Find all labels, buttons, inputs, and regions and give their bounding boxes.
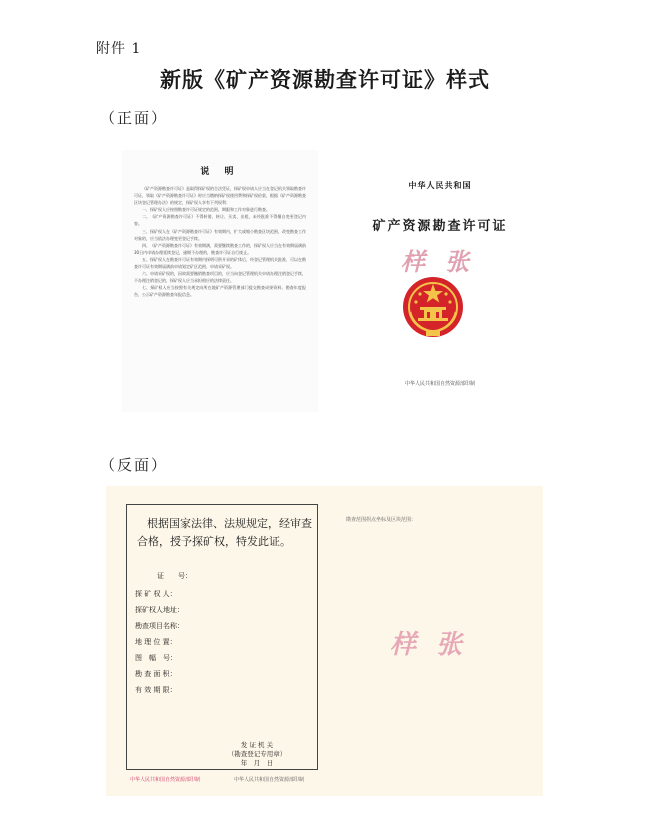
national-emblem-icon — [400, 274, 466, 340]
issuer-block — [227, 741, 287, 768]
explanation-paragraph: 二、《矿产资源勘查许可证》不得转借、转让、买卖、出租，未经批准不得擅自变更登记内容。 — [134, 214, 306, 227]
printer-note-left: 中华人民共和国自然资源部印制 — [130, 777, 201, 783]
explanation-body — [134, 185, 306, 299]
front-side-label: （正面） — [100, 109, 169, 127]
explanation-paragraph: 三、探矿权人在《矿产资源勘查许可证》有效期内，扩大或缩小勘查区块范围，改变勘查工作对象的，应当依法办理变更登记手续。 — [134, 228, 306, 241]
explanation-paragraph: 七、探矿权人应当按照有关规定向所在地矿产资源管理部门提交勘查成果资料、勘查年度报告，公示矿产资源勘查年报信息。 — [134, 285, 306, 298]
explanation-paragraph: 五、探矿权人在勘查许可证有效期内探明可供开采的矿体后，经登记管理机关批准，可以在勘查许可证有效期届满前申请划定矿区范围，申请采矿权。 — [134, 256, 306, 270]
explanation-paragraph: 《矿产资源勘查许可证》是取得探矿权的合法凭证，探矿权申请人应当在登记机关领取勘查许可证，领取《矿产资源勘查许可证》时应当缴纳探矿权使用费和探矿权价款，根据《矿产资源勘查区块登记管理办法》的规定，探矿权人享有下列权利： — [134, 186, 306, 206]
coordinates-note: 勘查范围拐点坐标及区块范围： — [346, 517, 417, 523]
field-map-sheet: 图 幅 号： — [135, 654, 177, 662]
explanation-title: 说 明 — [200, 167, 240, 177]
field-holder: 探 矿 权 人： — [135, 590, 177, 598]
grant-statement: 根据国家法律、法规规定，经审查合格，授予探矿权，特发此证。 — [137, 517, 312, 548]
field-location: 地 理 位 置： — [135, 638, 177, 646]
field-area: 勘 查 面 积： — [135, 670, 177, 678]
country-name: 中华人民共和国 — [408, 181, 472, 190]
issue-date: 年 月 日 — [240, 759, 274, 767]
field-validity: 有 效 期 限： — [135, 686, 177, 694]
sample-stamp: 样张 — [401, 247, 489, 276]
explanation-paragraph: 一、探矿权人应按照勘查许可证规定的范围、期限和工作对象进行勘查。 — [142, 207, 270, 213]
explanation-paragraph: 六、申请采矿权的，因故需要撤销勘查项目的，应当向登记管理机关申请办理注销登记手续，不办理注销登记的，探矿权人应当承担相应的法律责任。 — [134, 271, 306, 284]
certificate-name: 矿产资源勘查许可证 — [372, 219, 508, 234]
explanation-paragraph: 四、《矿产资源勘查许可证》有效期满，需要继续勘查工作的，探矿权人应当在有效期届满前30日内申请办理延续登记，逾期不办理的，勘查许可证自行废止。 — [134, 242, 306, 255]
info-frame — [126, 504, 318, 770]
issuer-seal: （勘查登记专用章） — [227, 750, 287, 758]
sample-stamp-back: 样张 — [389, 630, 482, 660]
document-title: 新版《矿产资源勘查许可证》样式 — [160, 67, 490, 92]
issuer-authority: 发 证 机 关 — [240, 741, 274, 749]
front-explanation-page — [122, 150, 318, 412]
back-side-label: （反面） — [100, 456, 169, 474]
printer-note-right: 中华人民共和国自然资源部印制 — [234, 777, 305, 783]
back-page — [106, 486, 543, 796]
printer-note: 中华人民共和国自然资源部印制 — [404, 381, 475, 387]
field-holder-address: 探矿权人地址： — [135, 606, 184, 614]
field-project-name: 勘查项目名称： — [135, 622, 184, 630]
front-cover-page — [340, 150, 540, 412]
field-certificate-number: 证 号： — [157, 572, 192, 580]
attachment-label: 附件 1 — [96, 41, 142, 57]
